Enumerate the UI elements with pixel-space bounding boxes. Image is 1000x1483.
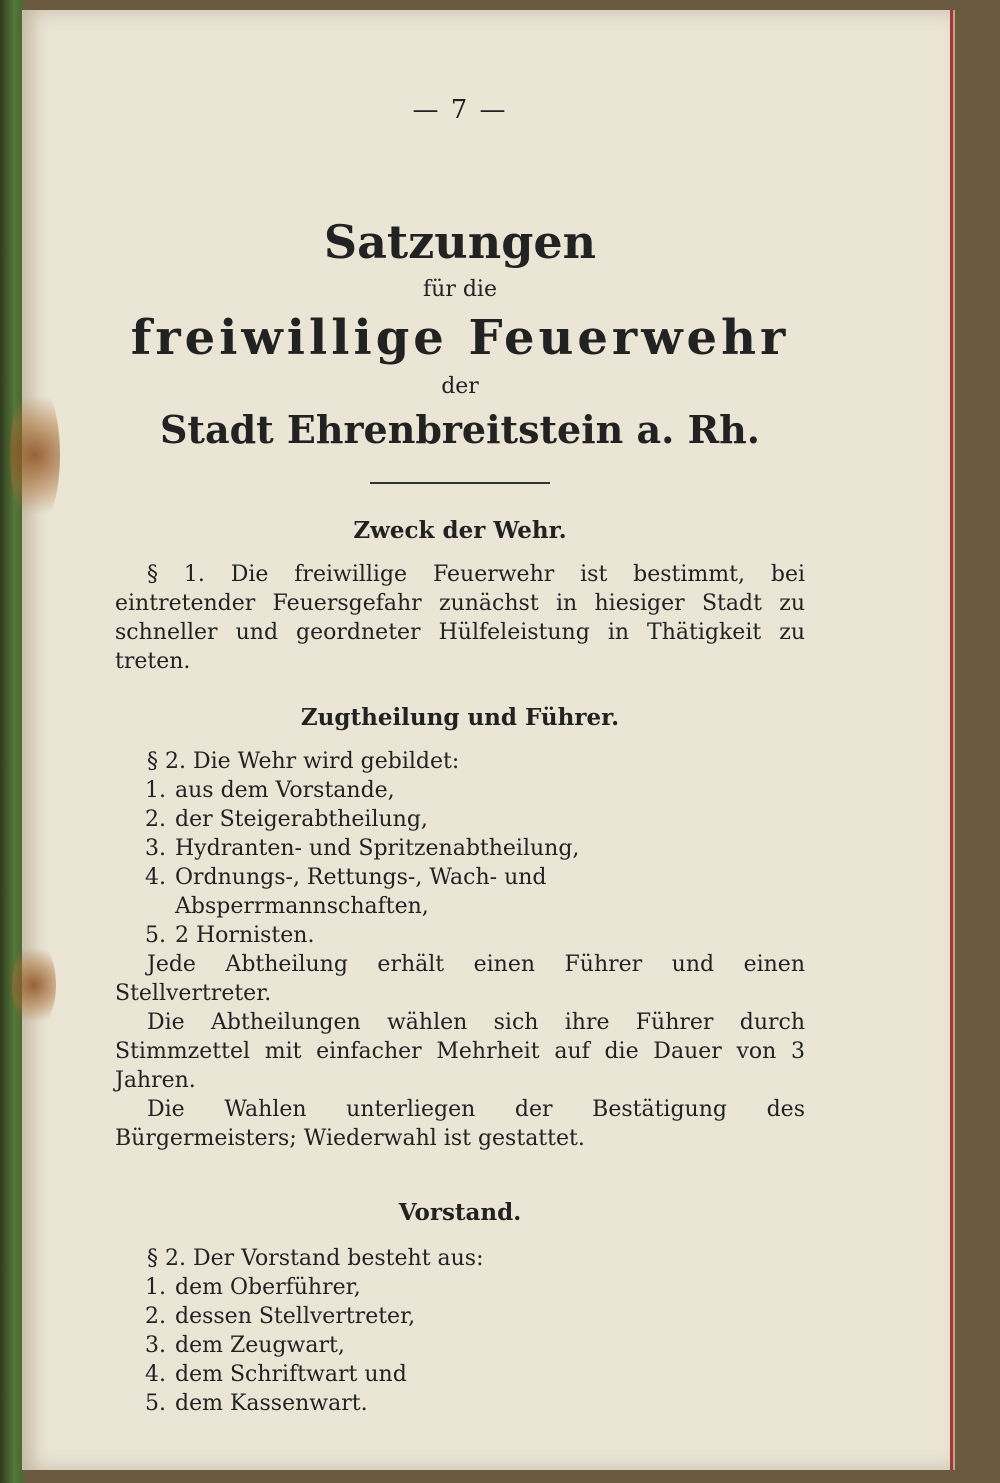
- list-item: [115, 921, 805, 950]
- list-text: dem Schriftwart und: [175, 1362, 407, 1387]
- list-text: aus dem Vorstande,: [175, 778, 395, 803]
- list-item: [115, 776, 805, 805]
- list-item: [115, 1273, 805, 1302]
- list-number: 1.: [145, 1275, 166, 1300]
- list-lead: § 2. Der Vorstand besteht aus:: [147, 1246, 484, 1271]
- list-item: [115, 863, 805, 921]
- list-item: [115, 834, 805, 863]
- section-heading-zugtheilung: Zugtheilung und Führer.: [300, 704, 620, 731]
- list-text: Ordnungs-, Rettungs-, Wach- und Absperrmannschaften,: [175, 865, 547, 919]
- list-text: 2 Hornisten.: [175, 923, 315, 948]
- list-text: dem Zeugwart,: [175, 1333, 345, 1358]
- title-of-the: der: [441, 374, 479, 399]
- document-title: Satzungen: [323, 215, 597, 269]
- list-text: Hydranten- und Spritzenabtheilung,: [175, 836, 580, 861]
- list-number: 1.: [145, 778, 166, 803]
- list-number: 4.: [145, 1362, 166, 1387]
- page-content: [115, 95, 805, 1418]
- list-text: dessen Stellvertreter,: [175, 1304, 416, 1329]
- list-item: [115, 1302, 805, 1331]
- list-number: 3.: [145, 836, 166, 861]
- paragraph-4: Die Wahlen unterliegen der Bestätigung des Bürgermeisters; Wiederwahl ist gestattet.: [115, 1097, 805, 1151]
- ornamental-rule: [115, 472, 805, 491]
- stain-mark: [10, 380, 60, 530]
- paragraph-1: § 1. Die freiwillige Feuerwehr ist bestimmt, bei eintretender Feuersgefahr zunächst in hiesiger Stadt zu schneller und geordneter Hülfeleistung in Thätigkeit zu treten.: [115, 562, 805, 674]
- list-text: dem Kassenwart.: [175, 1391, 368, 1416]
- stain-mark: [12, 940, 56, 1030]
- paragraph-3: Die Abtheilungen wählen sich ihre Führer durch Stimmzettel mit einfacher Mehrheit auf die Dauer von 3 Jahren.: [115, 1010, 805, 1093]
- list-item: [115, 1389, 805, 1418]
- city-title: Stadt Ehrenbreitstein a. Rh.: [159, 407, 761, 452]
- list-item: [115, 1360, 805, 1389]
- paragraph-2: Jede Abtheilung erhält einen Führer und einen Stellvertreter.: [115, 952, 805, 1006]
- list-number: 2.: [145, 807, 166, 832]
- vorstand-list: [115, 1244, 805, 1418]
- wehr-list: [115, 747, 805, 950]
- section-heading-vorstand: Vorstand.: [398, 1199, 522, 1226]
- list-number: 4.: [145, 865, 166, 890]
- list-item: [115, 805, 805, 834]
- title-for-the: für die: [423, 277, 497, 302]
- list-item: [115, 1331, 805, 1360]
- list-text: der Steigerabtheilung,: [175, 807, 428, 832]
- list-number: 3.: [145, 1333, 166, 1358]
- list-text: dem Oberführer,: [175, 1275, 361, 1300]
- section-heading-zweck: Zweck der Wehr.: [353, 517, 567, 544]
- list-lead: § 2. Die Wehr wird gebildet:: [147, 749, 460, 774]
- list-number: 5.: [145, 923, 166, 948]
- list-number: 2.: [145, 1304, 166, 1329]
- page-number: — 7 —: [412, 95, 508, 125]
- main-title: freiwillige Feuerwehr: [130, 310, 790, 366]
- list-number: 5.: [145, 1391, 166, 1416]
